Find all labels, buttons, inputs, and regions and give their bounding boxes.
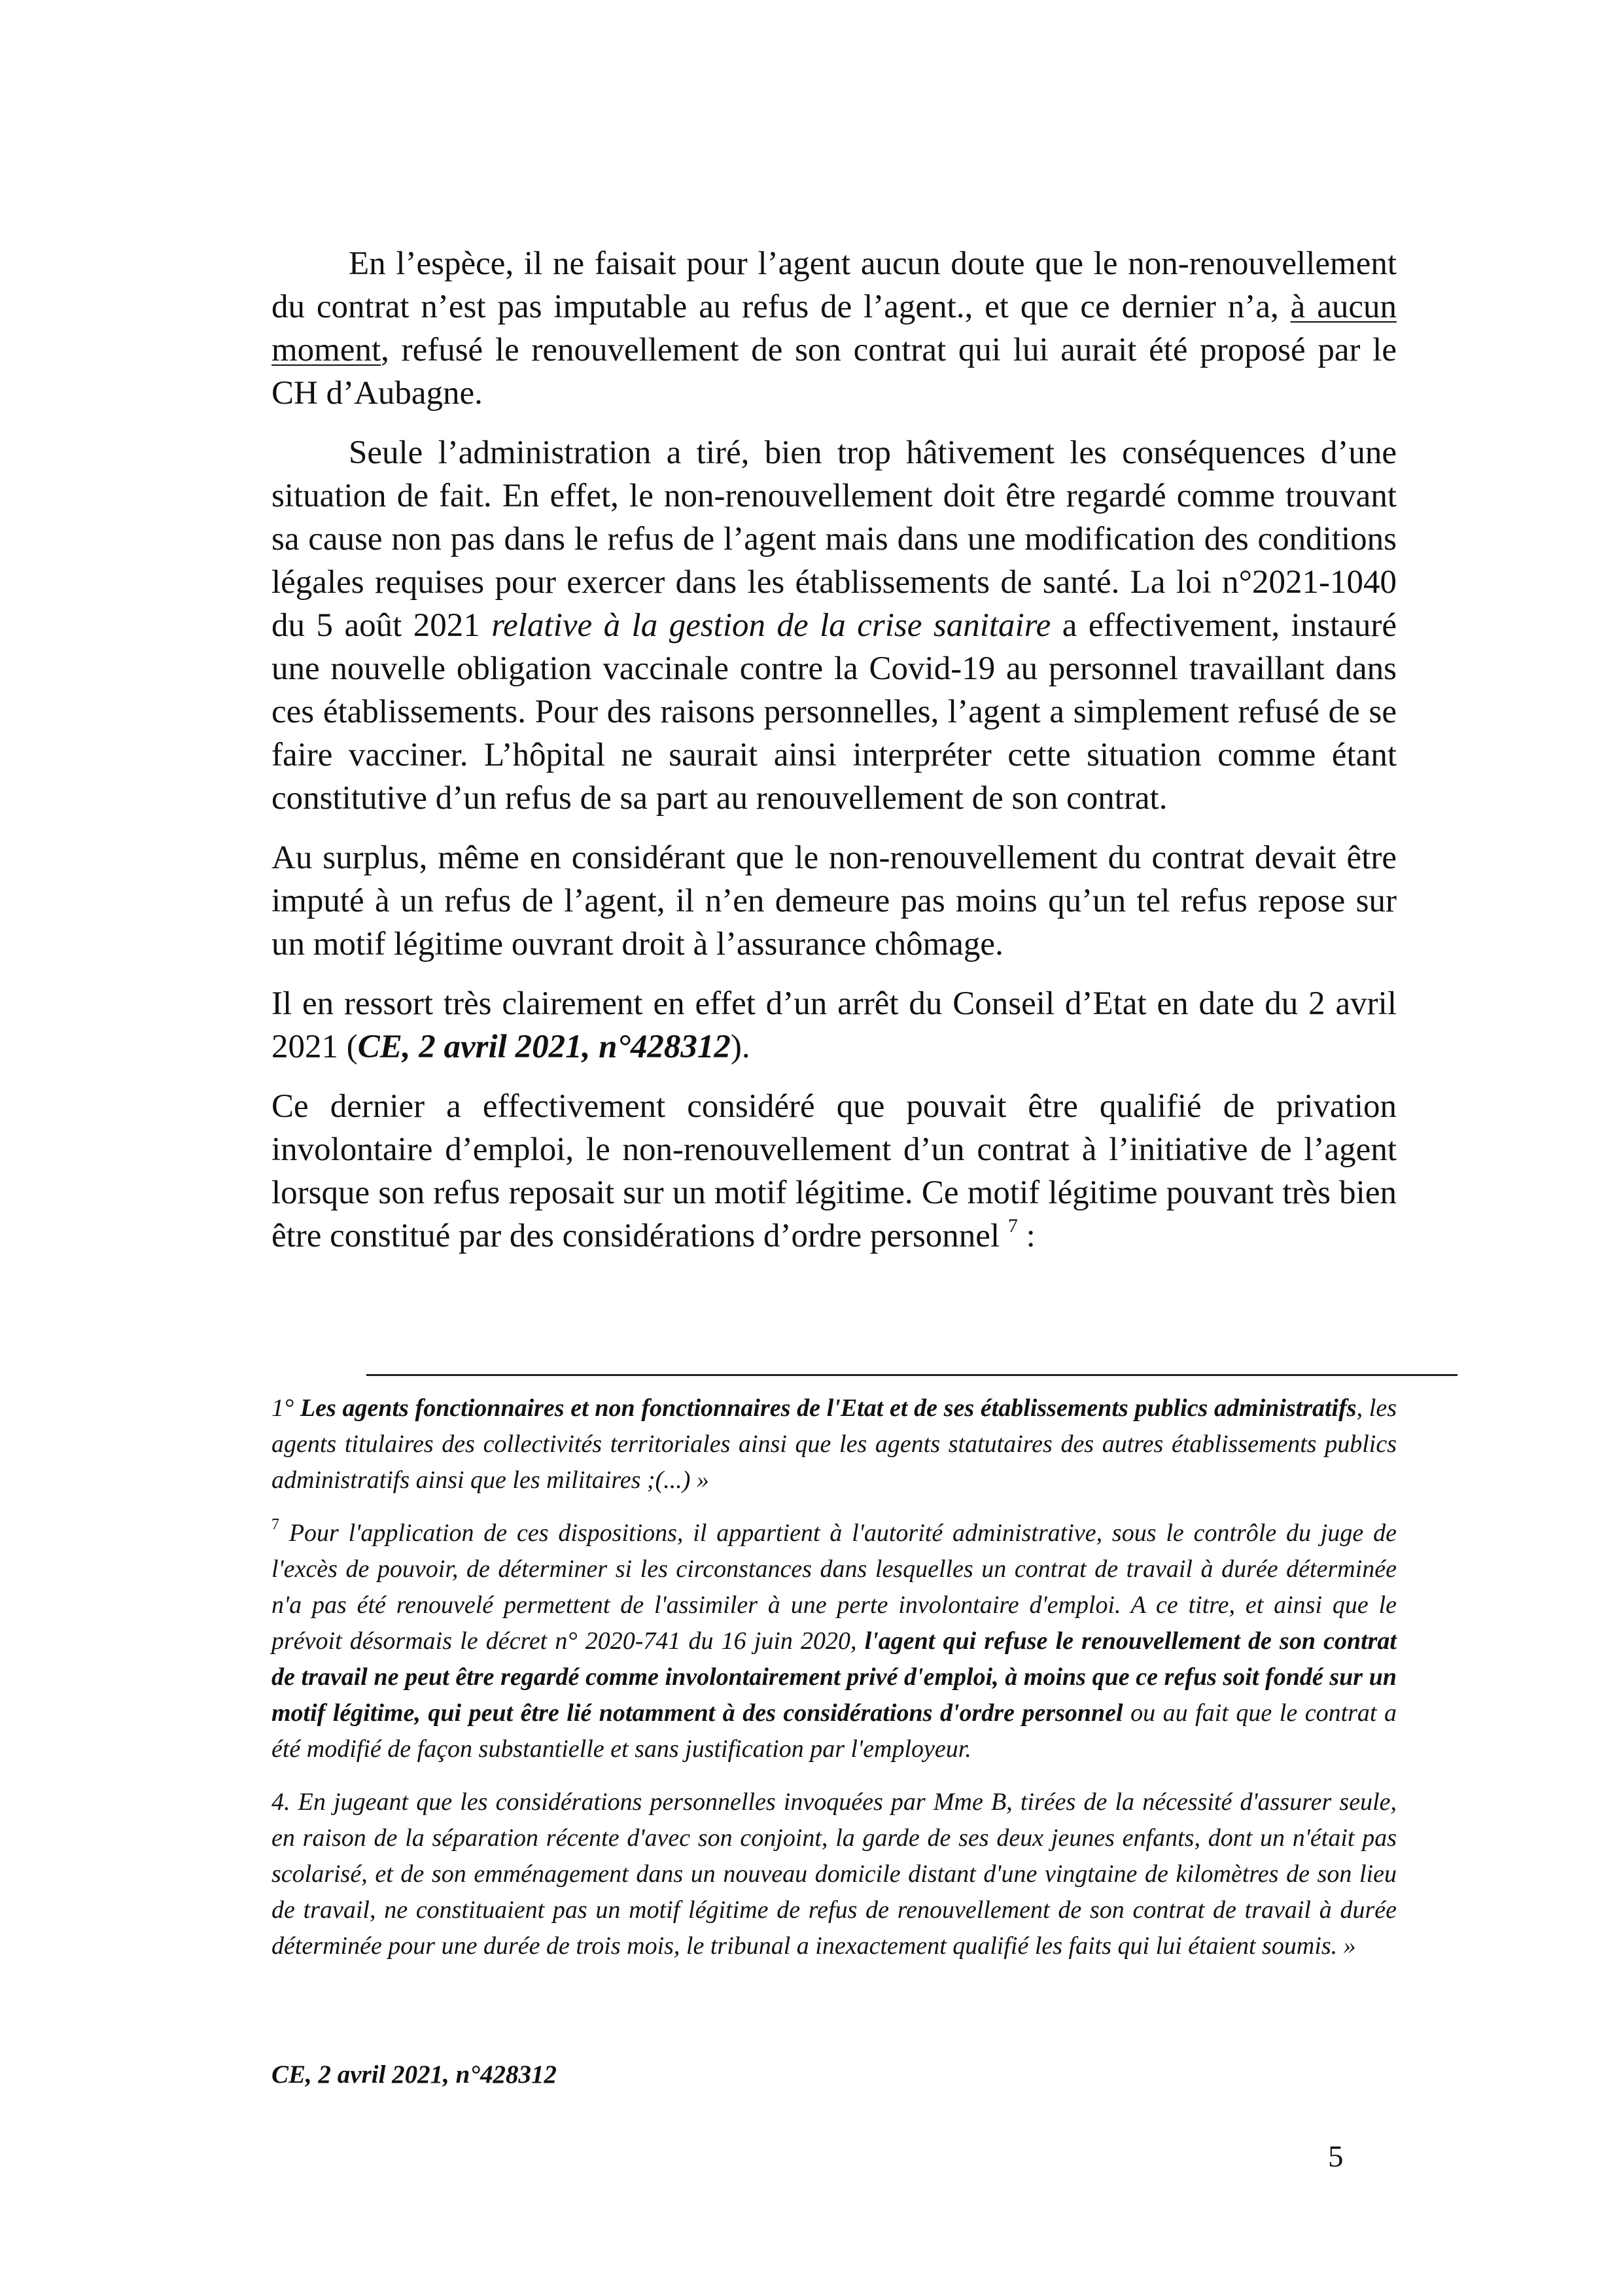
paragraph-5 — [271, 1085, 1397, 1258]
law-title-italic: relative à la gestion de la crise sanitaire — [491, 607, 1051, 644]
footnote-divider — [366, 1374, 1457, 1376]
paragraph-4-text-b: ). — [730, 1029, 750, 1065]
paragraph-2-text-a: Seule l’administration a tiré, bien trop hâtivement les conséquences d’une situation de fait. En effet, le non-renouvellement doit être regardé comme trouvant sa cause non pas dans le refus de l’agent mais dans une modification des conditions légales requises pour exercer dans les établissements de santé. La loi n°2021-1040 du 5 août 2021 — [271, 434, 1397, 644]
paragraph-2-text-b: a effectivement, instauré une nouvelle obligation vaccinale contre la Covid-19 au personnel travaillant dans ces établissements. Pour des raisons personnelles, l’agent a simplement refusé de se faire vacciner. L’hôpital ne saurait ainsi interpréter cette situation comme étant constitutive d’un refus de sa part au renouvellement de son contrat. — [271, 607, 1397, 817]
footnote-quote-1-rest: , les agents titulaires des collectivités territoriales ainsi que les agents statutaires des autres établissements publics administratifs ainsi que les militaires ;(...) » — [271, 1394, 1397, 1494]
footnote-7-text-a: Pour l'application de ces dispositions, il appartient à l'autorité administrative, sous le contrôle du juge de l'excès de pouvoir, de déterminer si les circonstances dans lesquelles un contrat de travail à durée déterminée n'a pas été renouvelé permettent de l'assimiler à une perte involontaire d'emploi. A ce titre, et ainsi que le prévoit désormais le décret n° 2020-741 du 16 juin 2020, — [271, 1519, 1397, 1655]
page-number: 5 — [1328, 2140, 1344, 2174]
citation: CE, 2 avril 2021, n°428312 — [271, 2060, 557, 2089]
footnote-quote-4: 4. En jugeant que les considérations personnelles invoquées par Mme B, tirées de la nécessité d'assurer seule, en raison de la séparation récente d'avec son conjoint, la garde de ses deux jeunes enfants, dont un n'était pas scolarisé, et de son emménagement dans un nouveau domicile distant d'une vingtaine de kilomètres de son lieu de travail, ne constituaient pas un motif légitime de refus de renouvellement de son contrat de travail à durée déterminée pour une durée de trois mois, le tribunal a inexactement qualifié les faits qui lui étaient soumis. » — [271, 1788, 1397, 1960]
body-text — [271, 242, 1397, 1274]
paragraph-4-text-a: Il en ressort très clairement en effet d’un arrêt du Conseil d’Etat en date du 2 avril 2021 ( — [271, 985, 1397, 1065]
paragraph-5-text-a: Ce dernier a effectivement considéré que pouvait être qualifié de privation involontaire d’emploi, le non-renouvellement d’un contrat à l’initiative de l’agent lorsque son refus reposait sur un motif légitime. Ce motif légitime pouvant très bien être constitué par des considérations d’ordre personnel — [271, 1088, 1397, 1254]
paragraph-1-text-a: En l’espèce, il ne faisait pour l’agent aucun doute que le non-renouvellement du contrat n’est pas imputable au refus de l’agent., et que ce dernier n’a, — [271, 245, 1397, 325]
footnote-7-text-b: ou au fait que le contrat a été modifié de façon substantielle et sans justification par l'employeur. — [271, 1699, 1397, 1763]
footnote-7-marker: 7 — [271, 1516, 279, 1533]
paragraph-2 — [271, 431, 1397, 820]
underlined-phrase: à aucun moment — [271, 289, 1397, 368]
footnote-7 — [271, 1515, 1397, 1767]
paragraph-3: Au surplus, même en considérant que le non-renouvellement du contrat devait être imputé à un refus de l’agent, il n’en demeure pas moins qu’un tel refus repose sur un motif légitime ouvrant droit à l’assurance chômage. — [271, 839, 1397, 963]
paragraph-1 — [271, 242, 1397, 415]
paragraph-5-text-b: : — [1017, 1218, 1036, 1254]
case-reference: CE, 2 avril 2021, n°428312 — [357, 1029, 731, 1065]
footnote-quote-1-bold: Les agents fonctionnaires et non fonctionnaires de l'Etat et de ses établissements publics administratifs — [300, 1394, 1357, 1422]
footnote-quote-1 — [271, 1390, 1397, 1498]
paragraph-1-text-b: , refusé le renouvellement de son contrat qui lui aurait été proposé par le CH d’Aubagne. — [271, 332, 1397, 412]
footnote-ref-7: 7 — [1007, 1215, 1018, 1237]
footnote-7-bold: l'agent qui refuse le renouvellement de son contrat de travail ne peut être regardé comme involontairement privé d'emploi, à moins que ce refus soit fondé sur un motif légitime, qui peut être lié notamment à des considérations d'ordre personnel — [271, 1627, 1397, 1727]
paragraph-4 — [271, 982, 1397, 1069]
footnote-quote-1-lead: 1° — [271, 1394, 300, 1422]
footnotes — [271, 1390, 1397, 1981]
